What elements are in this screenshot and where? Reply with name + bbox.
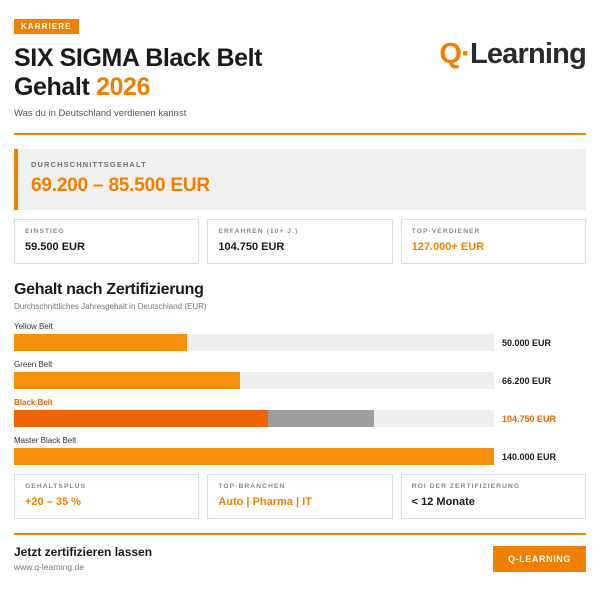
footer-cta-text: Jetzt zertifizieren lassen <box>14 545 153 559</box>
page-subtitle: Was du in Deutschland verdienen kannst <box>14 108 187 119</box>
salary-bar-chart <box>14 322 586 465</box>
logo-rest: Learning <box>469 38 586 70</box>
bar-label: Green Belt <box>14 360 53 369</box>
stat-card-roi <box>401 474 586 519</box>
bar-row <box>14 334 586 351</box>
stat-label: EINSTIEG <box>25 228 65 235</box>
bar-track <box>14 448 494 465</box>
header-left <box>14 16 384 119</box>
stat-label: TOP-BRANCHEN <box>218 483 286 490</box>
bar-fill <box>14 334 187 351</box>
bar-row <box>14 372 586 389</box>
stat-value: +20 – 35 % <box>25 496 81 508</box>
header <box>14 0 586 119</box>
header-divider <box>14 133 586 135</box>
logo-dot: · <box>461 38 470 70</box>
page-title <box>14 44 384 101</box>
stat-card-gehaltsplus <box>14 474 199 519</box>
bar-row <box>14 410 586 427</box>
stat-value: < 12 Monate <box>411 496 475 508</box>
footer-url[interactable]: www.q-learning.de <box>14 562 84 572</box>
bar-track <box>14 372 494 389</box>
bar-value: 66.200 EUR <box>502 375 552 386</box>
bar-label: Master Black Belt <box>14 436 77 445</box>
footer-stat-row <box>14 474 586 519</box>
section-subtitle: Durchschnittliches Jahresgehalt in Deutschland (EUR) <box>14 302 207 311</box>
bar-track <box>14 334 494 351</box>
bar-label: Yellow Belt <box>14 322 53 331</box>
stat-label: ERFAHREN (10+ J.) <box>218 228 299 235</box>
bar-track <box>14 410 494 427</box>
stat-label: TOP-VERDIENER <box>411 228 481 235</box>
stat-card-top-verdiener <box>401 219 586 264</box>
page-title-line1: SIX SIGMA Black Belt <box>14 44 263 72</box>
kicker-badge: KARRIERE <box>14 19 79 34</box>
bar-row <box>14 448 586 465</box>
stat-label: ROI DER ZERTIFIZIERUNG <box>411 483 521 490</box>
logo-q: Q <box>439 38 462 70</box>
bar-value: 50.000 EUR <box>502 337 552 348</box>
stat-value: 59.500 EUR <box>25 241 85 253</box>
average-salary-value: 69.200 – 85.500 EUR <box>31 175 210 196</box>
page-title-word: Gehalt <box>14 72 96 101</box>
average-salary-card <box>14 149 586 210</box>
bar-fill <box>14 372 240 389</box>
section-title: Gehalt nach Zertifizierung <box>14 281 204 298</box>
page-title-line2 <box>14 73 384 102</box>
brand-logo <box>439 38 586 71</box>
bar-value: 104.750 EUR <box>502 413 557 424</box>
stat-card-erfahren <box>207 219 392 264</box>
bar-label: Black Belt <box>14 398 53 407</box>
bar-block-master-black-belt <box>14 436 586 465</box>
footer-divider <box>14 533 586 535</box>
page-title-year: 2026 <box>95 72 150 101</box>
bar-fill <box>14 410 268 427</box>
footer <box>14 545 586 572</box>
stat-value: 127.000+ EUR <box>411 241 485 253</box>
bar-value: 140.000 EUR <box>502 451 557 462</box>
stat-label: GEHALTSPLUS <box>25 483 87 490</box>
average-salary-label: DURCHSCHNITTSGEHALT <box>31 160 147 169</box>
stat-card-top-branchen <box>207 474 392 519</box>
bar-block-black-belt <box>14 398 586 427</box>
stat-row <box>14 219 586 264</box>
stat-value: 104.750 EUR <box>218 241 285 253</box>
stat-value: Auto | Pharma | IT <box>218 496 312 508</box>
bar-block-green-belt <box>14 360 586 389</box>
footer-text-block <box>14 545 152 572</box>
q-learning-button[interactable]: Q-LEARNING <box>493 546 586 572</box>
bar-fill <box>14 448 494 465</box>
stat-card-einstieg <box>14 219 199 264</box>
bar-block-yellow-belt <box>14 322 586 351</box>
